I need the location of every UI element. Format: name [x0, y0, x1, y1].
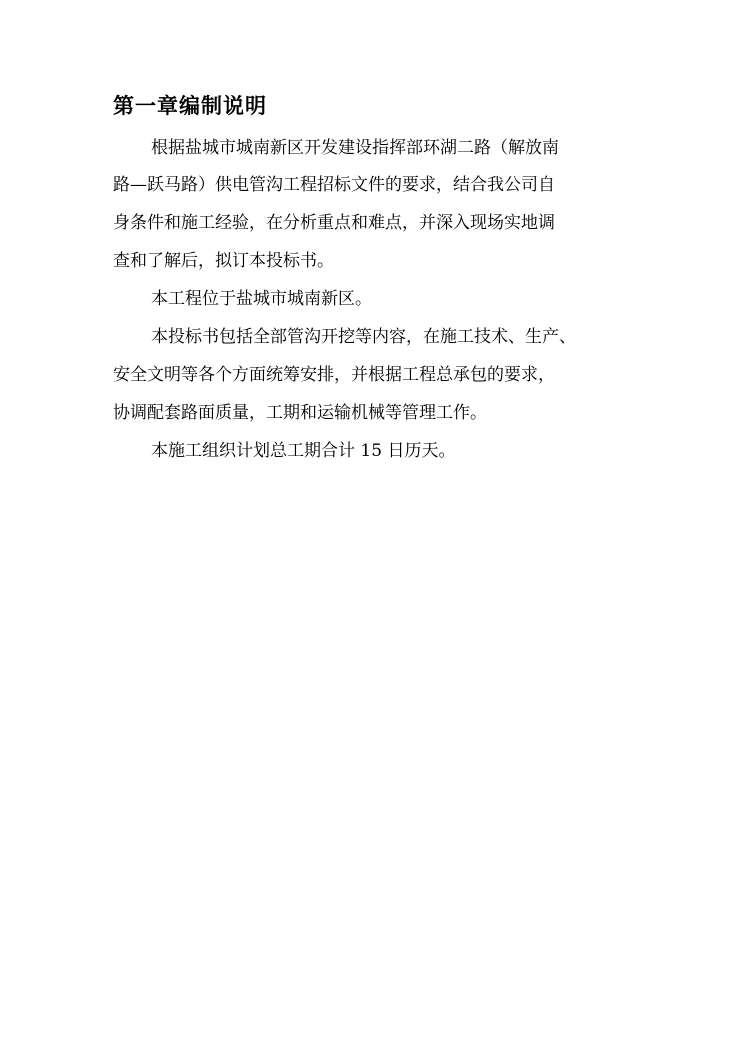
paragraph-3-line-2: 安全文明等各个方面统筹安排，并根据工程总承包的要求， — [113, 365, 555, 385]
paragraph-4-line-1: 本施工组织计划总工期合计 15 日历天。 — [151, 441, 456, 461]
paragraph-2-line-1: 本工程位于盐城市城南新区。 — [151, 289, 372, 309]
paragraph-3-line-3: 协调配套路面质量，工期和运输机械等管理工作。 — [113, 403, 487, 423]
chapter-heading: 第一章编制说明 — [113, 94, 267, 118]
paragraph-1-line-2: 路—跃马路）供电管沟工程招标文件的要求，结合我公司自 — [113, 175, 555, 195]
paragraph-1-line-4: 查和了解后，拟订本投标书。 — [113, 251, 334, 271]
paragraph-1-line-1: 根据盐城市城南新区开发建设指挥部环湖二路（解放南 — [151, 138, 559, 158]
paragraph-1-line-3: 身条件和施工经验，在分析重点和难点，并深入现场实地调 — [113, 213, 555, 233]
paragraph-3-line-1: 本投标书包括全部管沟开挖等内容，在施工技术、生产、 — [151, 327, 576, 347]
